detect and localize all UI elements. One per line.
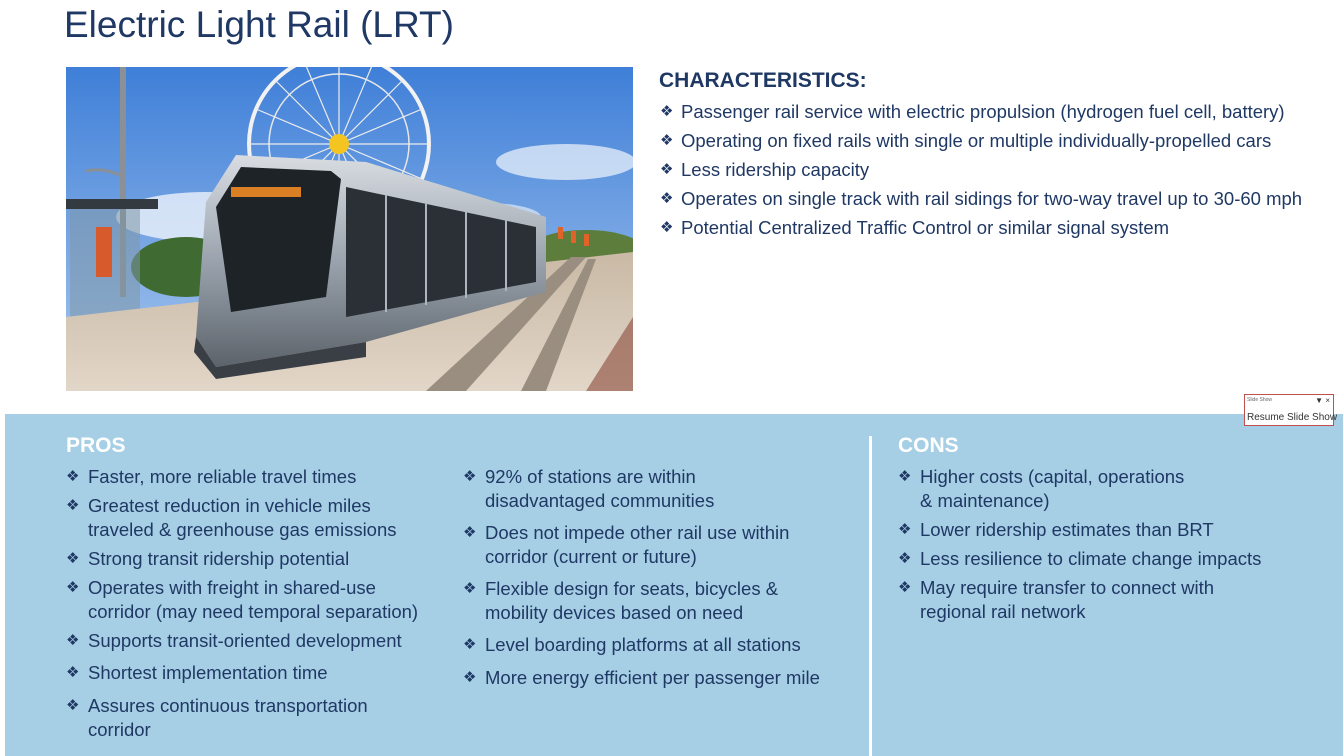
bullet-icon: ❖	[66, 632, 80, 649]
bullet-icon: ❖	[66, 468, 80, 485]
pros-item	[463, 666, 820, 690]
pros-item-text: 92% of stations are within	[485, 466, 696, 487]
pros-item-text: Flexible design for seats, bicycles &	[485, 578, 779, 599]
cons-item-text: May require transfer to connect with	[920, 577, 1215, 598]
pros-item	[463, 521, 820, 569]
cons-item-text: & maintenance)	[920, 490, 1050, 511]
bullet-icon: ❖	[463, 580, 477, 597]
chevron-down-icon[interactable]: ▼	[1315, 396, 1324, 405]
pros-item	[66, 576, 418, 624]
pros-item-text: corridor	[88, 719, 151, 740]
pros-list-left	[66, 465, 418, 742]
pros-item-text: traveled & greenhouse gas emissions	[88, 519, 397, 540]
pros-item-text: Operates with freight in shared-use	[88, 577, 376, 598]
pros-item	[463, 633, 820, 657]
pros-item	[66, 494, 418, 542]
characteristics-item-text: Potential Centralized Traffic Control or similar signal system	[681, 217, 1170, 238]
cons-heading: CONS	[898, 434, 959, 457]
characteristics-list	[660, 98, 1335, 243]
bullet-icon: ❖	[463, 524, 477, 541]
bullet-icon: ❖	[66, 579, 80, 596]
pros-item	[66, 629, 418, 653]
pros-item-text: Does not impede other rail use within	[485, 522, 790, 543]
bullet-icon: ❖	[463, 468, 477, 485]
bullet-icon: ❖	[898, 579, 912, 596]
bullet-icon: ❖	[660, 190, 674, 207]
bullet-icon: ❖	[660, 219, 674, 236]
characteristics-item	[660, 185, 1335, 214]
pros-item-text: Faster, more reliable travel times	[88, 466, 357, 487]
pros-item	[66, 547, 418, 571]
characteristics-item-text: Less ridership capacity	[681, 159, 870, 180]
pros-item-text: Shortest implementation time	[88, 662, 328, 683]
pros-item-text: Supports transit-oriented development	[88, 630, 402, 651]
pros-item-text: corridor (may need temporal separation)	[88, 601, 419, 622]
pros-item	[463, 465, 820, 513]
pros-item	[66, 465, 418, 489]
bullet-icon: ❖	[66, 497, 80, 514]
slide-title: Electric Light Rail (LRT)	[64, 4, 454, 45]
resume-slide-show-button[interactable]: Resume Slide Show	[1247, 412, 1338, 423]
slideshow-toolbar-caption: Slide Show	[1247, 397, 1273, 403]
pros-item-text: Level boarding platforms at all stations	[485, 634, 801, 655]
characteristics-item	[660, 127, 1335, 156]
tram-photo-illustration	[66, 67, 633, 391]
cons-item	[898, 576, 1261, 624]
tram-photo	[66, 67, 633, 391]
pros-item-text: mobility devices based on need	[485, 602, 744, 623]
pros-item-text: Strong transit ridership potential	[88, 548, 350, 569]
cons-item-text: regional rail network	[920, 601, 1086, 622]
pros-list-right	[463, 465, 820, 690]
characteristics-item-text: Operating on fixed rails with single or multiple individually-propelled cars	[681, 130, 1272, 151]
pros-item-text: Assures continuous transportation	[88, 695, 368, 716]
pros-heading: PROS	[66, 434, 126, 457]
pros-cons-divider	[869, 436, 872, 756]
bullet-icon: ❖	[463, 636, 477, 653]
pros-item-text: Greatest reduction in vehicle miles	[88, 495, 371, 516]
cons-list	[898, 465, 1261, 624]
bullet-icon: ❖	[66, 550, 80, 567]
bullet-icon: ❖	[898, 521, 912, 538]
characteristics-item-text: Operates on single track with rail sidings for two-way travel up to 30-60 mph	[681, 188, 1303, 209]
slideshow-toolbar	[1244, 394, 1338, 426]
bullet-icon: ❖	[660, 103, 674, 120]
pros-item-text: More energy efficient per passenger mile	[485, 667, 820, 688]
characteristics-item	[660, 214, 1335, 243]
close-icon[interactable]: ×	[1325, 396, 1330, 405]
bullet-icon: ❖	[660, 161, 674, 178]
characteristics-item-text: Passenger rail service with electric propulsion (hydrogen fuel cell, battery)	[681, 101, 1285, 122]
characteristics-item	[660, 156, 1335, 185]
cons-item-text: Less resilience to climate change impacts	[920, 548, 1262, 569]
bullet-icon: ❖	[66, 664, 80, 681]
bullet-icon: ❖	[463, 669, 477, 686]
bullet-icon: ❖	[660, 132, 674, 149]
cons-item	[898, 518, 1261, 542]
bullet-icon: ❖	[66, 697, 80, 714]
pros-item	[463, 577, 820, 625]
cons-item	[898, 465, 1261, 513]
pros-item	[66, 661, 418, 685]
characteristics-heading: CHARACTERISTICS:	[659, 69, 867, 92]
pros-item	[66, 694, 418, 742]
cons-item-text: Lower ridership estimates than BRT	[920, 519, 1214, 540]
cons-item	[898, 547, 1261, 571]
pros-item-text: disadvantaged communities	[485, 490, 715, 511]
bullet-icon: ❖	[898, 550, 912, 567]
bullet-icon: ❖	[898, 468, 912, 485]
pros-item-text: corridor (current or future)	[485, 546, 697, 567]
characteristics-item	[660, 98, 1335, 127]
cons-item-text: Higher costs (capital, operations	[920, 466, 1185, 487]
